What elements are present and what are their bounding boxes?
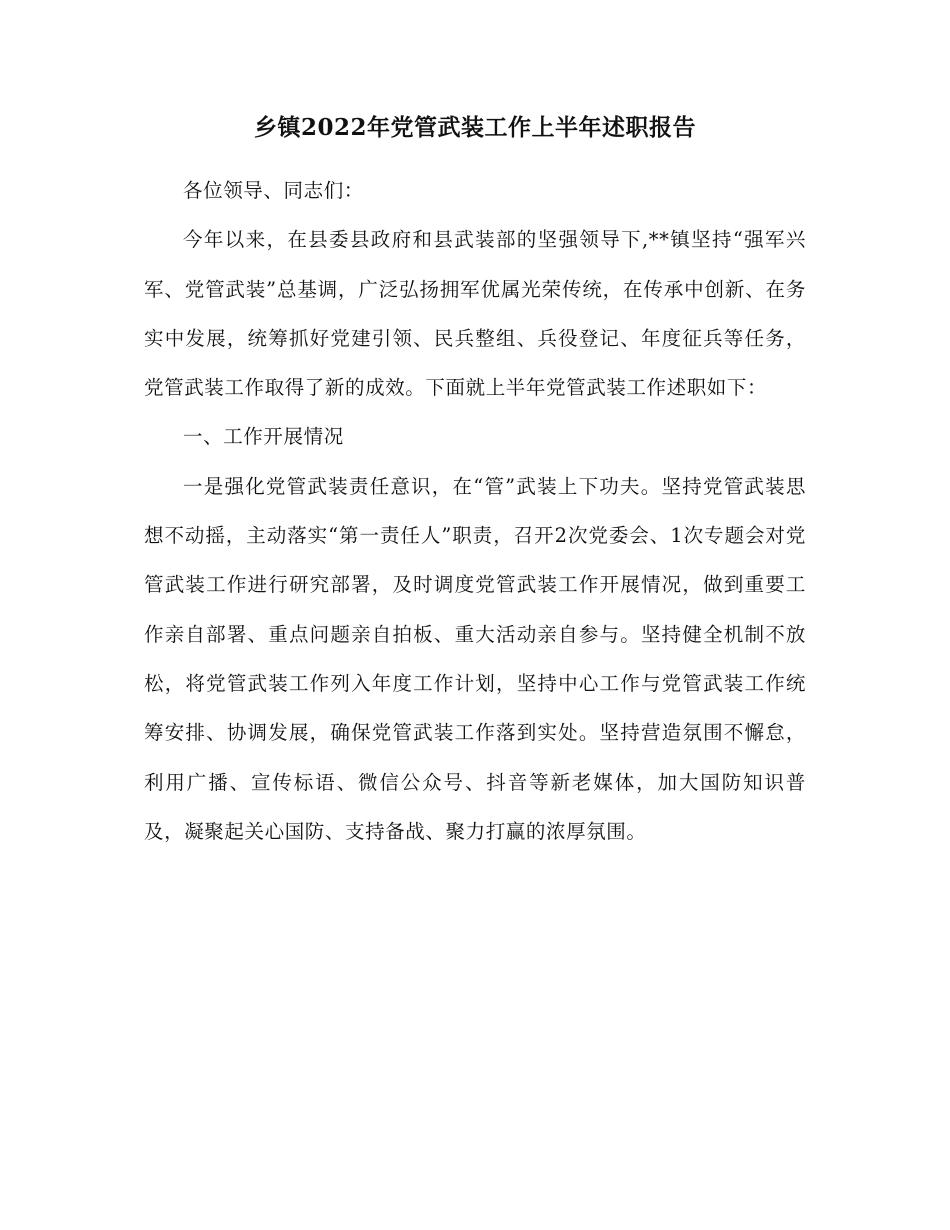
body-paragraph: 一是强化党管武装责任意识，在“管”武装上下功夫。坚持党管武装思想不动摇，主动落实“第一责任人”职责，召开2次党委会、1次专题会对党管武装工作进行研究部署，及时调度党管武装工作开展情况，做到重要工作亲自部署、重点问题亲自拍板、重大活动亲自参与。坚持健全机制不放松，将党管武装工作列入年度工作计划，坚持中心工作与党管武装工作统筹安排、协调发展，确保党管武装工作落到实处。坚持营造氛围不懈怠，利用广播、宣传标语、微信公众号、抖音等新老媒体，加大国防知识普及，凝聚起关心国防、支持备战、聚力打赢的浓厚氛围。 xyxy=(144,474,806,843)
section-heading: 一、工作开展情况 xyxy=(183,425,344,449)
intro-paragraph: 今年以来，在县委县政府和县武装部的坚强领导下,**镇坚持“强军兴军、党管武装”总基调，广泛弘扬拥军优属光荣传统，在传承中创新、在务实中发展，统筹抓好党建引领、民兵整组、兵役登记、年度征兵等任务，党管武装工作取得了新的成效。下面就上半年党管武装工作述职如下： xyxy=(144,228,806,400)
document-body xyxy=(144,166,806,856)
salutation-paragraph: 各位领导、同志们： xyxy=(183,179,364,202)
document-title: 乡镇2022年党管武装工作上半年述职报告 xyxy=(253,114,696,141)
